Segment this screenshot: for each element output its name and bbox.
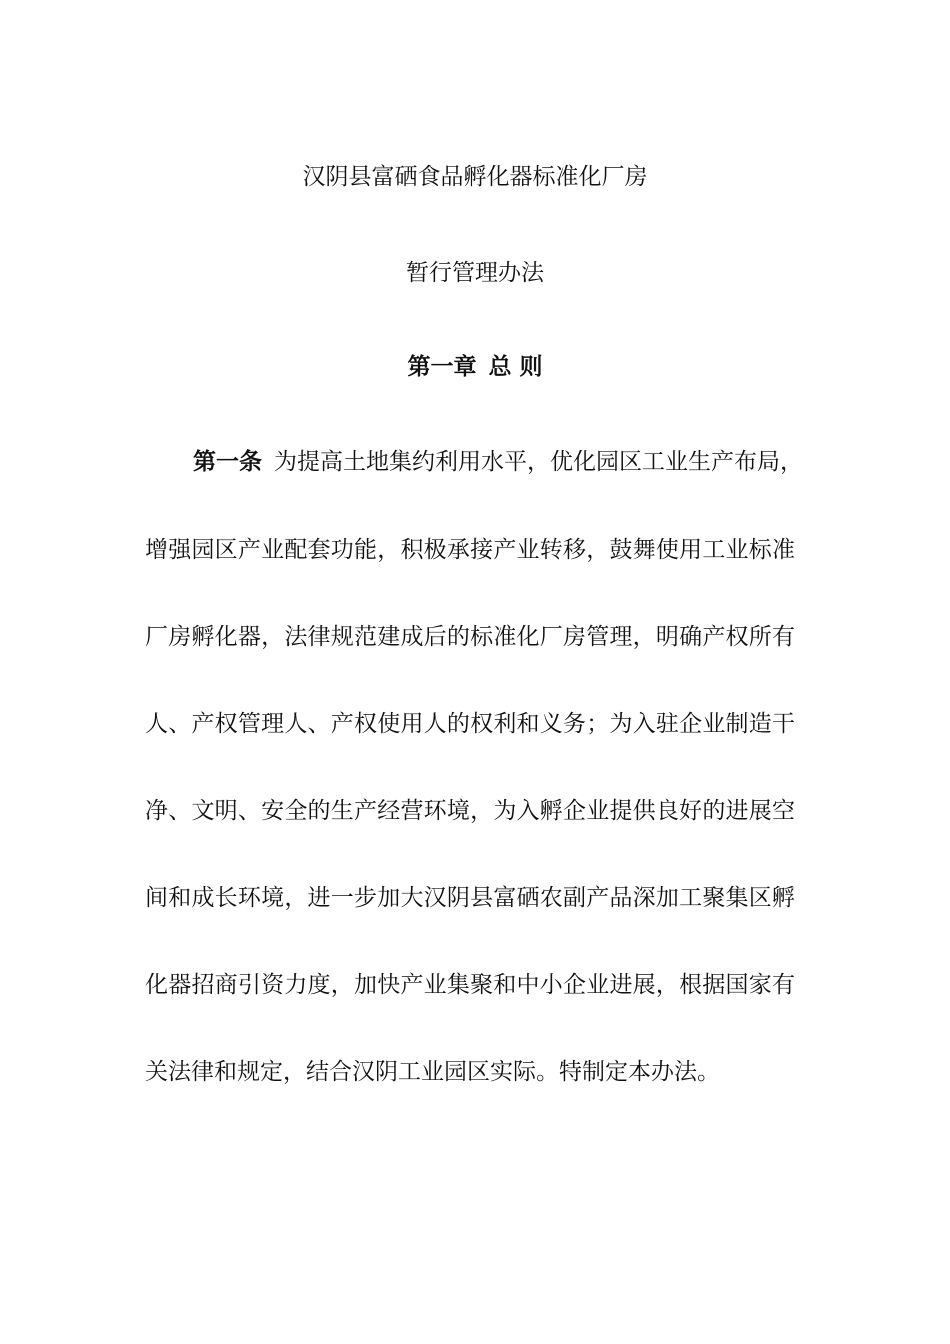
paragraph-line: 净、文明、安全的生产经营环境，为入孵企业提供良好的进展空 xyxy=(145,798,795,824)
paragraph-line: 厂房孵化器，法律规范建成后的标准化厂房管理，明确产权所有 xyxy=(145,624,795,650)
chapter-label: 第一章 xyxy=(407,354,477,380)
document-title-line-2: 暂行管理办法 xyxy=(406,260,544,286)
chapter-heading xyxy=(0,348,950,381)
paragraph-line: 关法律和规定，结合汉阴工业园区实际。特制定本办法。 xyxy=(145,1059,720,1085)
paragraph-line-text: 为提高土地集约利用水平，优化园区工业生产布局， xyxy=(274,449,803,475)
chapter-name: 总 则 xyxy=(488,354,543,380)
document-title-line-1: 汉阴县富硒食品孵化器标准化厂房 xyxy=(302,164,648,190)
paragraph-line xyxy=(193,443,803,476)
paragraph-line: 人、产权管理人、产权使用人的权利和义务；为入驻企业制造干 xyxy=(145,711,795,737)
paragraph-line: 增强园区产业配套功能，积极承接产业转移，鼓舞使用工业标准 xyxy=(145,537,795,563)
article-label: 第一条 xyxy=(193,449,262,475)
paragraph-line: 化器招商引资力度，加快产业集聚和中小企业进展，根据国家有 xyxy=(145,972,795,998)
paragraph-line: 间和成长环境，进一步加大汉阴县富硒农副产品深加工聚集区孵 xyxy=(145,885,795,911)
